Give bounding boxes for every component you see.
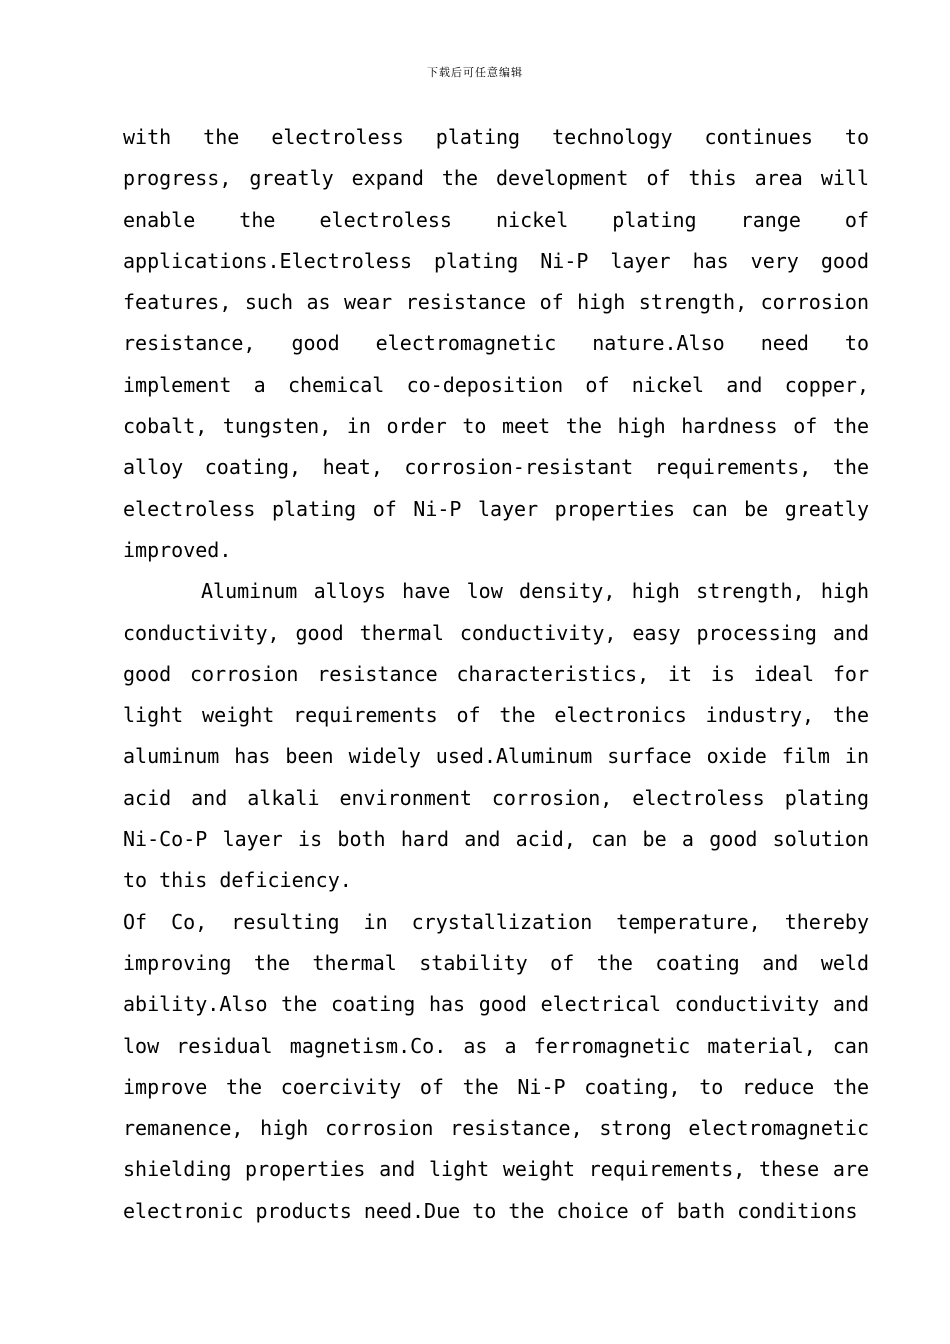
paragraph-3: Of Co, resulting in crystallization temperature, thereby improving the thermal stability of the coating and weld ability.Also the coating has good electrical conductivity and low residual magnetism.Co. as a ferromagnetic material, can improve the coercivity of the Ni-P coating, to reduce the remanence, high corrosion resistance, strong electromagnetic shielding properties and light weight requirements, these are electronic products need.Due to the choice of bath conditions — [123, 909, 869, 1223]
paragraph-2: Aluminum alloys have low density, high strength, high conductivity, good thermal conductivity, easy processing and good corrosion resistance characteristics, it is ideal for light weight requirements of the electronics industry, the aluminum has been widely used.Aluminum surface oxide film in acid and alkali environment corrosion, electroless plating Ni-Co-P layer is both hard and acid, can be a good solution to this deficiency. — [123, 579, 869, 893]
paragraph-1: with the electroless plating technology continues to progress, greatly expand the development of this area will enable the electroless nickel plating range of applications.Electroless plating Ni-P layer has very good features, such as wear resistance of high strength, corrosion resistance, good electromagnetic nature.Also need to implement a chemical co-deposition of nickel and copper, cobalt, tungsten, in order to meet the high hardness of the alloy coating, heat, corrosion-resistant requirements, the electroless plating of Ni-P layer properties can be greatly improved. — [123, 125, 869, 562]
document-body — [123, 117, 869, 1232]
page-header: 下载后可任意编辑 — [427, 66, 523, 79]
